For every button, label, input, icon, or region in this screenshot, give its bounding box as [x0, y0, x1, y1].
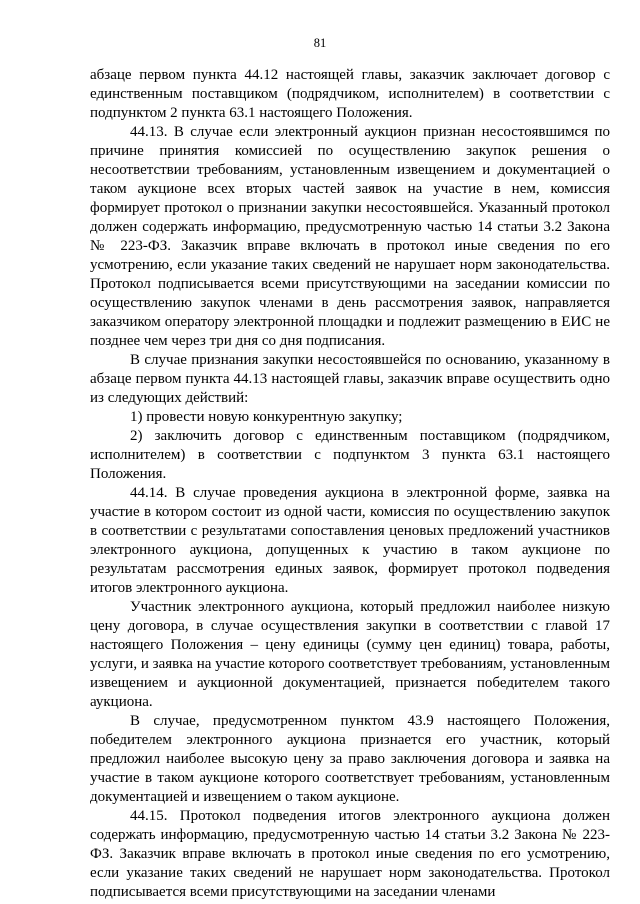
paragraph: В случае, предусмотренном пунктом 43.9 настоящего Положения, победителем электронного аукциона признается его участник, который предложил наиболее высокую цену за право заключения договора и заявка на участие в таком аукционе которого соответствует требованиям, установленным документацией и извещением о таком аукционе. [90, 713, 610, 805]
paragraph: 44.15. Протокол подведения итогов электронного аукциона должен содержать информацию, предусмотренную частью 14 статьи 3.2 Закона № 223-ФЗ. Заказчик вправе включать в протокол иные сведения по его усмотрению, если указание таких сведений не нарушает норм законодательства. Протокол подписывается всеми присутствующими на заседании членами [90, 808, 610, 900]
paragraph: Участник электронного аукциона, который предложил наиболее низкую цену договора, в случае осуществления закупки в соответствии с главой 17 настоящего Положения – цену единицы (сумму цен единиц) товара, работы, услуги, и заявка на участие которого соответствует требованиям, установленным извещением и аукционной документацией, признается победителем такого аукциона. [90, 599, 610, 710]
paragraph: 44.14. В случае проведения аукциона в электронной форме, заявка на участие в котором состоит из одной части, комиссия по осуществлению закупок в соответствии с результатами сопоставления ценовых предложений участников электронного аукциона, допущенных к участию в таком аукционе по результатам рассмотрения единых заявок, формирует протокол подведения итогов электронного аукциона. [90, 485, 610, 596]
body-text [90, 66, 610, 902]
paragraph: 44.13. В случае если электронный аукцион признан несостоявшимся по причине принятия комиссией по осуществлению закупок решения о несоответствии требованиям, установленным извещением и документацией о таком аукционе всех вторых частей заявок на участие в нем, комиссия формирует протокол о признании закупки несостоявшейся. Указанный протокол должен содержать информацию, предусмотренную частью 14 статьи 3.2 Закона № 223-ФЗ. Заказчик вправе включать в протокол иные сведения по его усмотрению, если указание таких сведений не нарушает норм законодательства. Протокол подписывается всеми присутствующими на заседании комиссии по осуществлению закупок членами в день рассмотрения заявок, направляется заказчиком оператору электронной площадки и подлежит размещению в ЕИС не позднее чем через три дня со дня подписания. [90, 124, 610, 349]
list-item: 1) провести новую конкурентную закупку; [130, 409, 403, 425]
list-item: 2) заключить договор с единственным поставщиком (подрядчиком, исполнителем) в соответствии с подпунктом 3 пункта 63.1 настоящего Положения. [90, 428, 610, 482]
paragraph: абзаце первом пункта 44.12 настоящей главы, заказчик заключает договор с единственным поставщиком (подрядчиком, исполнителем) в соответствии с подпунктом 2 пункта 63.1 настоящего Положения. [90, 67, 610, 121]
page-number: 81 [313, 36, 327, 50]
paragraph: В случае признания закупки несостоявшейся по основанию, указанному в абзаце первом пункта 44.13 настоящей главы, заказчик вправе осуществить одно из следующих действий: [90, 352, 610, 406]
